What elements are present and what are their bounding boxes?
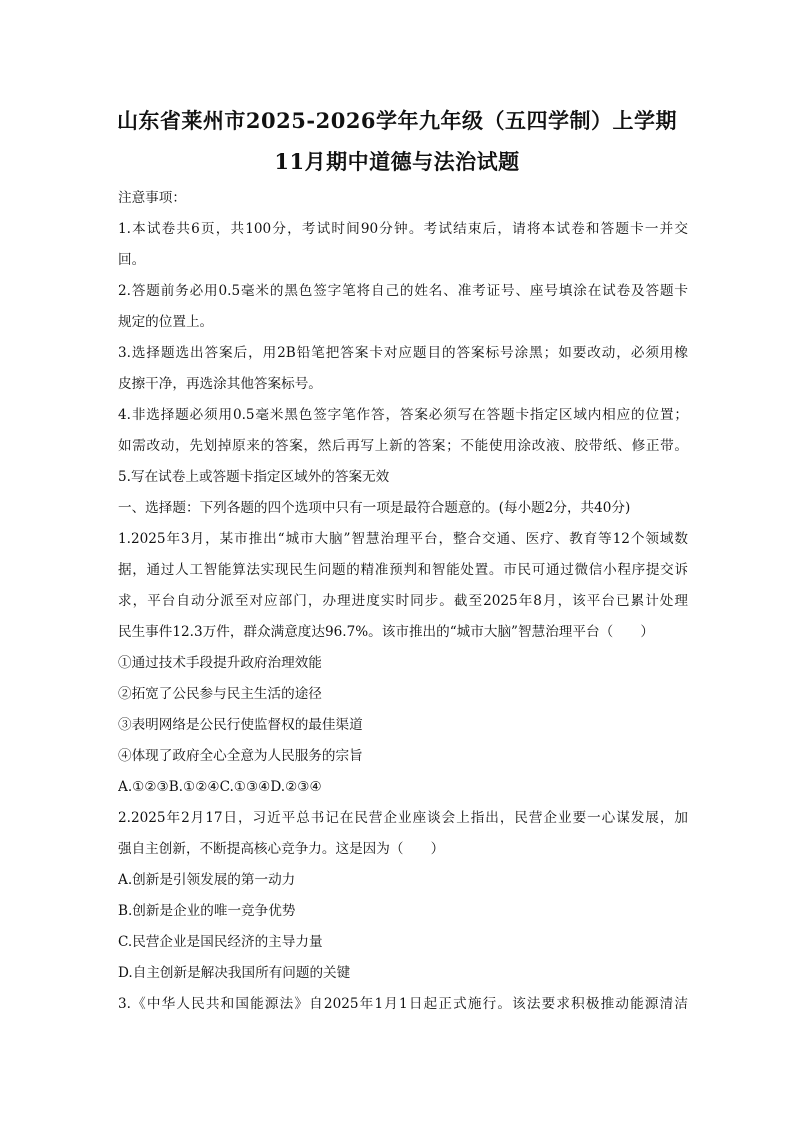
question-3-line-1: 3.《中华人民共和国能源法》自2025年1月1日起正式施行。该法要求积极推动能源清洁 (118, 996, 688, 1012)
question-1-statement-2: ②拓宽了公民参与民主生活的途径 (118, 686, 322, 702)
notice-item-3-line-2: 皮擦干净，再选涂其他答案标号。 (118, 376, 322, 392)
notice-item-1-line-1: 1.本试卷共6页，共100分，考试时间90分钟。考试结束后，请将本试卷和答题卡一并交 (118, 221, 688, 237)
question-1-line-2: 据，通过人工智能算法实现民生问题的精准预判和智能处置。市民可通过微信小程序提交诉 (118, 562, 688, 578)
question-2-option-d: D.自主创新是解决我国所有问题的关键 (118, 965, 351, 981)
notice-item-5: 5.写在试卷上或答题卡指定区域外的答案无效 (118, 469, 390, 485)
notice-item-2-line-1: 2.答题前务必用0.5毫米的黑色签字笔将自己的姓名、准考证号、座号填涂在试卷及答题卡 (118, 283, 688, 299)
question-1-line-3: 求，平台自动分派至对应部门，办理进度实时同步。截至2025年8月，该平台已累计处理 (118, 593, 688, 609)
page-title-line-1: 山东省莱州市2025-2026学年九年级（五四学制）上学期 (116, 108, 678, 133)
question-1-choices: A.①②③B.①②④C.①③④D.②③④ (118, 779, 322, 795)
question-1-line-1: 1.2025年3月，某市推出“城市大脑”智慧治理平台，整合交通、医疗、教育等12个领域数 (118, 531, 688, 547)
page-title-line-2: 11月期中道德与法治试题 (274, 149, 520, 174)
question-1-statement-1: ①通过技术手段提升政府治理效能 (118, 655, 322, 671)
notice-item-4-line-1: 4.非选择题必须用0.5毫米黑色签字笔作答，答案必须写在答题卡指定区域内相应的位置； (118, 407, 688, 423)
notice-item-4-line-2: 如需改动，先划掉原来的答案，然后再写上新的答案；不能使用涂改液、胶带纸、修正带。 (118, 438, 688, 454)
exam-body (118, 183, 688, 1020)
notice-heading: 注意事项： (118, 190, 186, 206)
question-2-line-1: 2.2025年2月17日，习近平总书记在民营企业座谈会上指出，民营企业要一心谋发展，加 (118, 810, 688, 826)
question-2-option-c: C.民营企业是国民经济的主导力量 (118, 934, 323, 950)
section-1-heading: 一、选择题：下列各题的四个选项中只有一项是最符合题意的。(每小题2分，共40分) (118, 500, 631, 516)
notice-item-2-line-2: 规定的位置上。 (118, 314, 214, 330)
question-1-statement-4: ④体现了政府全心全意为人民服务的宗旨 (118, 748, 363, 764)
question-2-option-a: A.创新是引领发展的第一动力 (118, 872, 296, 888)
question-2-line-2: 强自主创新，不断提高核心竞争力。这是因为（ ） (118, 841, 445, 857)
question-1-statement-3: ③表明网络是公民行使监督权的最佳渠道 (118, 717, 363, 733)
notice-item-3-line-1: 3.选择题选出答案后，用2B铅笔把答案卡对应题目的答案标号涂黑；如要改动，必须用橡 (118, 345, 688, 361)
question-1-line-4: 民生事件12.3万件，群众满意度达96.7%。该市推出的“城市大脑”智慧治理平台（ ） (118, 624, 654, 640)
question-2-option-b: B.创新是企业的唯一竞争优势 (118, 903, 296, 919)
notice-item-1-line-2: 回。 (118, 252, 146, 268)
